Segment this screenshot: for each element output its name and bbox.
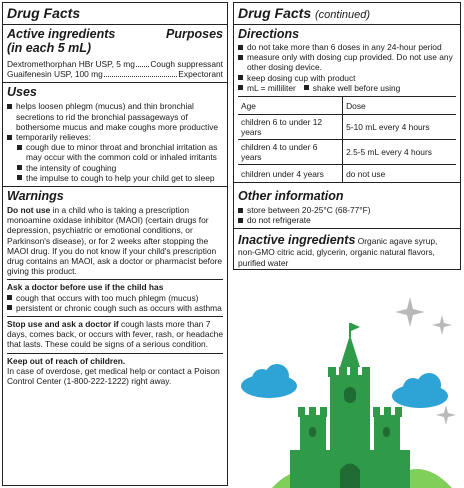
list-item: keep dosing cup with product [238, 73, 456, 83]
directions-inline-items: mL = milliliter shake well before using [238, 83, 456, 93]
ingredient-row: Guaifenesin USP, 100 mg Expectorant [7, 69, 223, 80]
stop-use-block: Stop use and ask a doctor if cough lasts more than 7 days, comes back, or occurs with fever, rash, or headache that lasts. These could be signs of a serious condition. [7, 317, 223, 354]
drug-facts-title-section [3, 3, 227, 25]
sparkle-icon [436, 405, 456, 425]
list-item: cough due to minor throat and bronchial irritation as may occur with the common cold or inhaled irritants [7, 142, 223, 162]
list-item: cough that occurs with too much phlegm (mucus) [7, 293, 223, 303]
purposes-heading: Purposes [166, 27, 223, 41]
drug-facts-panel-left [2, 2, 228, 486]
list-item: the impulse to cough to help your child get to sleep [7, 173, 223, 183]
ask-doctor-block: Ask a doctor before use if the child has cough that occurs with too much phlegm (mucus) persistent or chronic cough such as occurs with asthma [7, 280, 223, 317]
directions-heading: Directions [238, 27, 300, 41]
inactive-ingredients-section: Inactive ingredients Organic agave syrup, non-GMO citric acid, glycerin, organic natural flavors, purified water [238, 233, 438, 268]
castle-icon [290, 323, 410, 488]
ingredient-row: Dextromethorphan HBr USP, 5 mg Cough suppressant [7, 59, 223, 69]
castle-door [340, 464, 360, 488]
warnings-section [3, 187, 227, 392]
list-item: do not take more than 6 doses in any 24-hour period [238, 42, 456, 52]
inactive-ingredients-heading: Inactive ingredients [238, 233, 356, 248]
other-information-heading: Other information [238, 189, 344, 204]
drug-facts-title: Drug Facts [7, 5, 81, 21]
uses-section [3, 83, 227, 187]
keep-out-block: Keep out of reach of children. In case of overdose, get medical help or contact a Poison Control Center (1-800-222-1222) right away. [7, 355, 220, 387]
table-header-row: Age Dose [238, 97, 456, 115]
table-row: children under 4 years do not use [238, 165, 456, 183]
list-item: persistent or chronic cough such as occurs with asthma [7, 303, 223, 313]
list-item: helps loosen phlegm (mucus) and thin bronchial secretions to rid the bronchial passageways of bothersome mucus and make coughs more productive [7, 101, 223, 132]
cloud-icon [241, 364, 297, 398]
table-row: children 4 to under 6 years 2.5-5 mL every 4 hours [238, 140, 456, 165]
other-information-section: Other information store between 20-25°C (68-77°F)do not refrigerate [234, 183, 460, 229]
drug-facts-continued-title-section [234, 3, 460, 25]
drug-facts-title: Drug Facts (continued) [238, 5, 371, 21]
directions-section [234, 25, 460, 183]
dosage-table [238, 96, 456, 182]
cloud-icon [392, 373, 448, 408]
table-row: children 6 to under 12 years 5-10 mL every 4 hours [238, 115, 456, 140]
sparkle-icon [432, 315, 452, 335]
list-item: measure only with dosing cup provided. Do not use any other dosing device. [238, 52, 456, 72]
active-ingredients-heading: Active ingredients (in each 5 mL) [7, 27, 116, 55]
list-item: the intensity of coughing [7, 163, 223, 173]
castle-illustration [232, 275, 464, 488]
drug-facts-panel-right [233, 2, 461, 270]
do-not-use-block: Do not use in a child who is taking a prescription monoamine oxidase inhibitor (MAOI) (certain drugs for depression, psychiatric or emotional conditions, or Parkinson's disease), or for 2 weeks after stopping the MAOI drug. If you do not know if your child's prescription drug contains an MAOI, ask a doctor or pharmacist before giving this product. [7, 203, 223, 280]
warnings-heading: Warnings [7, 189, 64, 204]
sparkle-icon [395, 297, 425, 327]
uses-heading: Uses [7, 85, 37, 100]
list-item: temporarily relieves: [7, 132, 223, 142]
active-ingredients-section [3, 25, 227, 83]
